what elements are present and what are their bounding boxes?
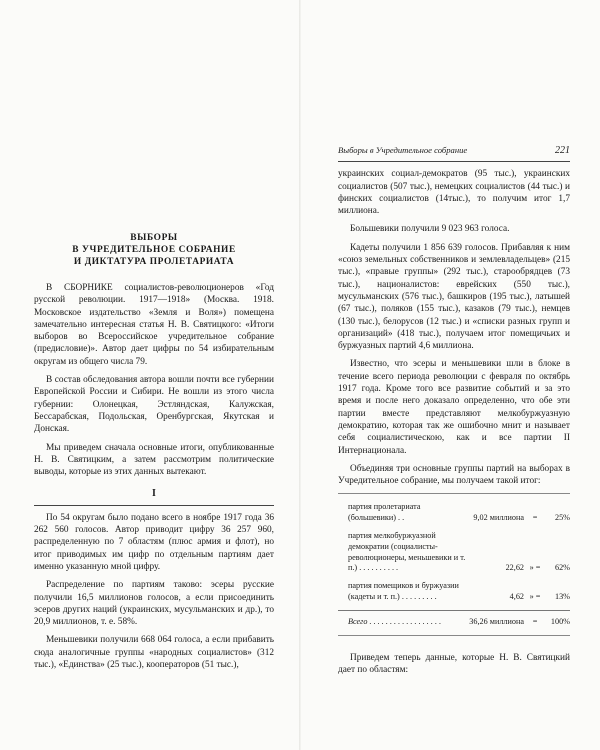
results-table bbox=[338, 502, 570, 627]
bloc-paragraph: Известно, что эсеры и меньшевики шли в блоке в течение всего периода революции с февраля по октябрь 1917 года. Кроме того все развитие событий и за это время и после него доказало определенно, что обе эти партии вместе представляют мелкобуржуазную демократию, которая так же ошибочно мнит и называет себя социалистическою, как и все партии II Интернационала. bbox=[338, 359, 570, 456]
intro-paragraph-2: В состав обследования автора вошли почти все губернии Европейской России и Сибири. Не вошли из этого числа губернии: Олонецкая, Эстляндская, Калужская, Бессарабская, Подольская, Оренбургская, Якутская и Донская. bbox=[34, 375, 274, 435]
results-percent: 13% bbox=[554, 592, 570, 601]
summary-intro-paragraph: Объединяя три основные группы партий на выборах в Учредительное собрание, мы получаем такой итог: bbox=[338, 463, 570, 487]
results-equals: » = bbox=[529, 592, 541, 601]
closing-paragraph: Приведем теперь данные, которые Н. В. Святицкий дает по областям: bbox=[338, 652, 570, 675]
heading-line-1: ВЫБОРЫ bbox=[130, 233, 178, 243]
results-party: партия помещиков и буржуазии (кадеты и т. п.) . . . . . . . . . bbox=[348, 581, 459, 601]
results-total-equals: = bbox=[532, 616, 538, 626]
results-equals: = bbox=[532, 513, 538, 523]
bolsheviks-paragraph: Большевики получили 9 023 963 голоса. bbox=[350, 224, 510, 235]
cadets-paragraph: Кадеты получили 1 856 639 голосов. Прибавляя к ним «союз земельных собственников и землевладельцев» (215 тыс.), «правые группы» (292 тыс.), старообрядцев (73 тыс.), националистов: еврейских (550 тыс.), мусульманских (576 тыс.), башкиров (195 тыс.), латышей (67 тыс.), поляков (155 тыс.), казаков (79 тыс.), немцев (130 тыс.), белорусов (12 тыс.) и «списки разных групп и организаций» (418 тыс.), получаем итог помещичьих и буржуазных партий 4,6 миллиона. bbox=[338, 242, 570, 352]
results-value: 9,02 миллиона bbox=[473, 513, 524, 523]
results-value: 4,62 bbox=[509, 592, 524, 601]
section-numeral: I bbox=[152, 488, 156, 500]
chapter-heading bbox=[34, 232, 274, 268]
results-percent: 62% bbox=[554, 563, 570, 573]
results-value: 22,62 bbox=[505, 563, 524, 573]
section-paragraph-3: Меньшевики получили 668 064 голоса, а если прибавить сюда аналогичные группы «народных социалистов» (312 тыс.), «Единства» (25 тыс.), кооператоров (51 тыс.), bbox=[34, 635, 274, 671]
results-row bbox=[338, 531, 570, 574]
section-paragraph-1: По 54 округам было подано всего в ноябре 1917 года 36 262 560 голосов. Автор приводит цифру 36 257 960, распределенную по 7 областям (плюс армия и флот), но итог приводимых им цифр по отдельным партиям дает именно указанную мной цифру. bbox=[34, 512, 274, 572]
book-gutter bbox=[299, 0, 301, 750]
results-total-rule bbox=[338, 610, 570, 611]
results-total-row bbox=[338, 617, 570, 628]
right-page bbox=[338, 144, 570, 682]
running-head-rule bbox=[338, 161, 570, 162]
continued-paragraph: украинских социал-демократов (95 тыс.), украинских социалистов (507 тыс.), немецких социалистов (44 тыс.) и финских социалистов (14тыс.), то получим итог 1,7 миллиона. bbox=[338, 169, 570, 217]
results-total-value: 36,26 миллиона bbox=[469, 616, 524, 626]
results-total-percent: 100% bbox=[550, 616, 570, 626]
running-head bbox=[338, 144, 570, 157]
results-percent: 25% bbox=[554, 513, 570, 523]
results-top-rule bbox=[338, 493, 570, 494]
intro-paragraph-1: В СБОРНИКЕ социалистов-революционеров «Год русской революции. 1917—1918» (Москва. 1918. Московское издательство «Земля и Воля») помещена замечательно интересная статья Н. В. Святицкого: «Итоги выборов во Всероссийское учредительное собрание (предисловие)». Автор дает цифры по 54 избирательным округам из общего числа 79. bbox=[34, 283, 274, 367]
results-row bbox=[338, 502, 570, 524]
left-page bbox=[34, 232, 274, 677]
results-party: партия мелкобуржуазной демократии (социалисты-революционеры, меньшевики и т. п.) . . . . . . . . . . bbox=[348, 531, 466, 573]
intro-paragraph-3: Мы приведем сначала основные итоги, опубликованные Н. В. Святицким, а затем рассмотрим политические выводы, которые из этих данных вытекают. bbox=[34, 442, 274, 478]
page-number: 221 bbox=[555, 145, 570, 156]
heading-line-3: И ДИКТАТУРА ПРОЛЕТАРИАТА bbox=[73, 257, 235, 267]
section-paragraph-2: Распределение по партиям таково: эсеры русские получили 16,5 миллионов голосов, а если присоединить эсеров других наций (украинских, мусульманских и др.), то 20,9 миллионов, т. е. 58%. bbox=[34, 580, 274, 628]
results-row bbox=[338, 581, 570, 603]
section-rule bbox=[34, 505, 274, 506]
results-equals: » = bbox=[529, 563, 541, 573]
results-total-label: Всего . . . . . . . . . . . . . . . . . . bbox=[348, 616, 442, 626]
results-bottom-rule bbox=[338, 635, 570, 636]
results-party: партия пролетариата (большевики) . . bbox=[348, 502, 421, 523]
running-head-title: Выборы в Учредительное собрание bbox=[338, 145, 468, 155]
heading-line-2: В УЧРЕДИТЕЛЬНОЕ СОБРАНИЕ bbox=[72, 245, 236, 255]
